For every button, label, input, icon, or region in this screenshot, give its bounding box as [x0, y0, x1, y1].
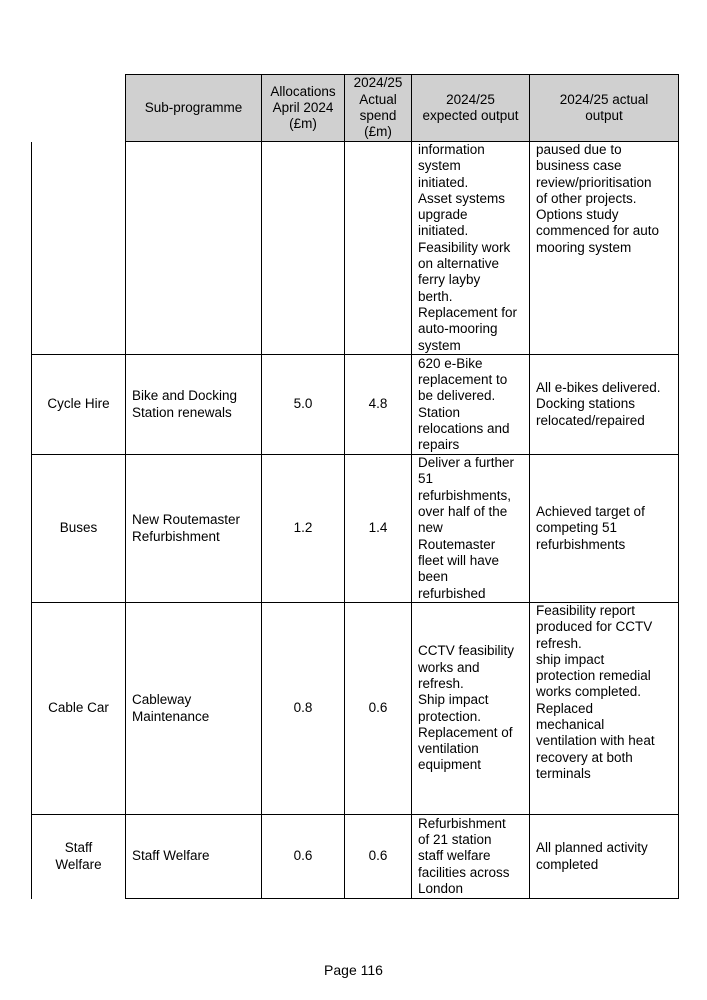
actual-output-cell: All planned activity completed: [530, 815, 679, 899]
actual-output-cell: paused due to business case review/prioritisation of other projects. Options study commenced for auto mooring system: [530, 142, 679, 355]
expected-output-cell: Refurbishment of 21 station staff welfare facilities across London: [412, 815, 530, 899]
actual-output-cell: All e-bikes delivered. Docking stations relocated/repaired: [530, 355, 679, 455]
allocation-cell: 0.6: [262, 815, 345, 899]
expected-output-cell: 620 e-Bike replacement to be delivered. Station relocations and repairs: [412, 355, 530, 455]
programme-cell: Staff Welfare: [32, 815, 126, 899]
table-header-row: [32, 75, 679, 142]
allocation-cell: 0.8: [262, 603, 345, 815]
sub-programme-cell: Cableway Maintenance: [126, 603, 262, 815]
allocation-cell: 1.2: [262, 455, 345, 603]
spend-cell: 0.6: [345, 815, 412, 899]
expected-output-cell: Deliver a further 51 refurbishments, over half of the new Routemaster fleet will have been refurbished: [412, 455, 530, 603]
spend-cell: 4.8: [345, 355, 412, 455]
sub-programme-cell: Staff Welfare: [126, 815, 262, 899]
expected-output-cell: information system initiated. Asset systems upgrade initiated. Feasibility work on alternative ferry layby berth. Replacement for auto-mooring system: [412, 142, 530, 355]
programme-cell: [32, 142, 126, 355]
spend-cell: 1.4: [345, 455, 412, 603]
sub-programme-cell: Bike and Docking Station renewals: [126, 355, 262, 455]
actual-output-cell: Achieved target of competing 51 refurbishments: [530, 455, 679, 603]
header-actual-output: 2024/25 actual output: [530, 75, 679, 142]
spend-cell: 0.6: [345, 603, 412, 815]
header-sub-programme: Sub-programme: [126, 75, 262, 142]
allocation-cell: [262, 142, 345, 355]
programme-cell: Cable Car: [32, 603, 126, 815]
programme-cell: Buses: [32, 455, 126, 603]
actual-output-cell: Feasibility report produced for CCTV refresh. ship impact protection remedial works completed. Replaced mechanical ventilation with heat recovery at both terminals: [530, 603, 679, 815]
sub-programme-cell: New Routemaster Refurbishment: [126, 455, 262, 603]
table-row-cable-car: [32, 603, 679, 815]
page-number: Page 116: [324, 962, 383, 978]
header-allocations: Allocations April 2024 (£m): [262, 75, 345, 142]
expected-output-cell: CCTV feasibility works and refresh. Ship impact protection. Replacement of ventilation equipment: [412, 603, 530, 815]
header-actual-spend: 2024/25 Actual spend (£m): [345, 75, 412, 142]
capital-programme-table: [31, 74, 679, 899]
spend-cell: [345, 142, 412, 355]
table-row-cycle-hire: [32, 355, 679, 455]
programme-cell: Cycle Hire: [32, 355, 126, 455]
header-programme-blank: [32, 75, 126, 142]
table-row-buses: [32, 455, 679, 603]
table-row-continued: [32, 142, 679, 355]
allocation-cell: 5.0: [262, 355, 345, 455]
table-row-staff-welfare: [32, 815, 679, 899]
sub-programme-cell: [126, 142, 262, 355]
header-expected-output: 2024/25 expected output: [412, 75, 530, 142]
